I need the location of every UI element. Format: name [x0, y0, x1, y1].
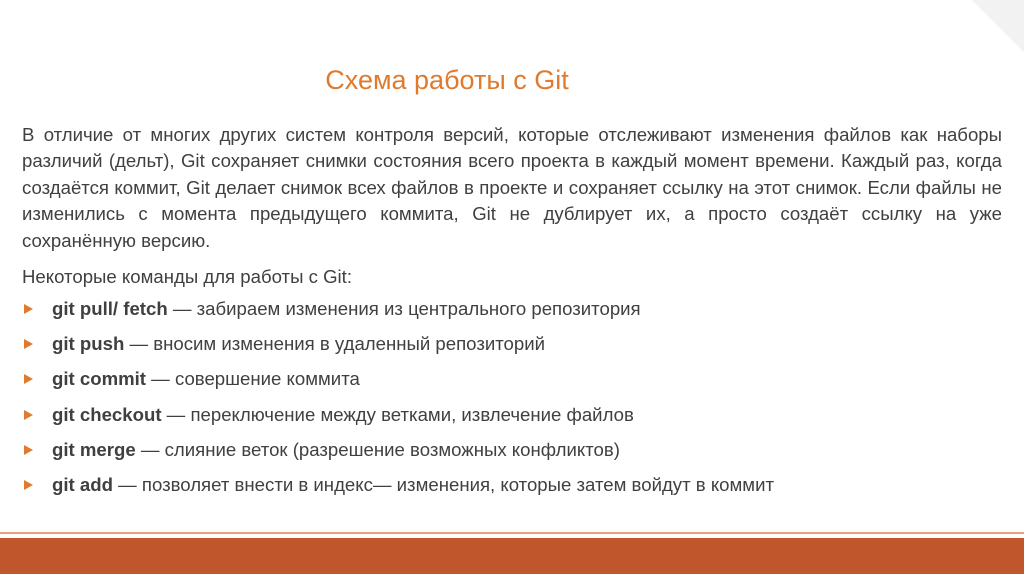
command-item: [22, 437, 1002, 463]
command-description: — переключение между ветками, извлечение файлов: [161, 403, 634, 425]
triangle-bullet-icon: [24, 445, 33, 455]
commands-intro: Некоторые команды для работы с Git:: [22, 266, 352, 288]
command-description: — забираем изменения из центрального репозитория: [167, 298, 641, 320]
footer-divider-line: [0, 532, 1024, 534]
page-corner-fold: [972, 0, 1024, 52]
triangle-bullet-icon: [24, 304, 33, 314]
command-name: git pull/ fetch: [52, 298, 168, 320]
command-item: [22, 366, 1002, 392]
command-name: git merge: [52, 438, 136, 460]
footer-band: [0, 538, 1024, 574]
command-item: [22, 472, 1002, 498]
triangle-bullet-icon: [24, 374, 33, 384]
description-paragraph: В отличие от многих других систем контроля версий, которые отслеживают изменения файлов как наборы различий (дельт), Git сохраняет снимки состояния всего проекта в каждый момент времени. Каждый раз, когда создаётся коммит, Git делает снимок всех файлов в проекте и сохраняет ссылку на этот снимок. Если файлы не изменились с момента предыдущего коммита, Git не дублирует их, а просто создаёт ссылку на уже сохранённую версию.: [22, 124, 1002, 251]
slide-title: Схема работы с Git: [325, 65, 569, 95]
command-name: git push: [52, 333, 125, 355]
command-name: git commit: [52, 368, 147, 390]
command-description: — совершение коммита: [146, 368, 360, 390]
command-name: git checkout: [52, 403, 162, 425]
command-item: [22, 296, 1002, 322]
triangle-bullet-icon: [24, 410, 33, 420]
command-item: [22, 331, 1002, 357]
commands-list: [22, 296, 1002, 498]
command-description: — позволяет внести в индекс— изменения, которые затем войдут в коммит: [112, 473, 774, 495]
command-description: — вносим изменения в удаленный репозиторий: [124, 333, 545, 355]
command-description: — слияние веток (разрешение возможных конфликтов): [135, 438, 620, 460]
command-item: [22, 402, 1002, 428]
command-name: git add: [52, 473, 113, 495]
triangle-bullet-icon: [24, 339, 33, 349]
triangle-bullet-icon: [24, 480, 33, 490]
slide-content: [22, 122, 1002, 507]
